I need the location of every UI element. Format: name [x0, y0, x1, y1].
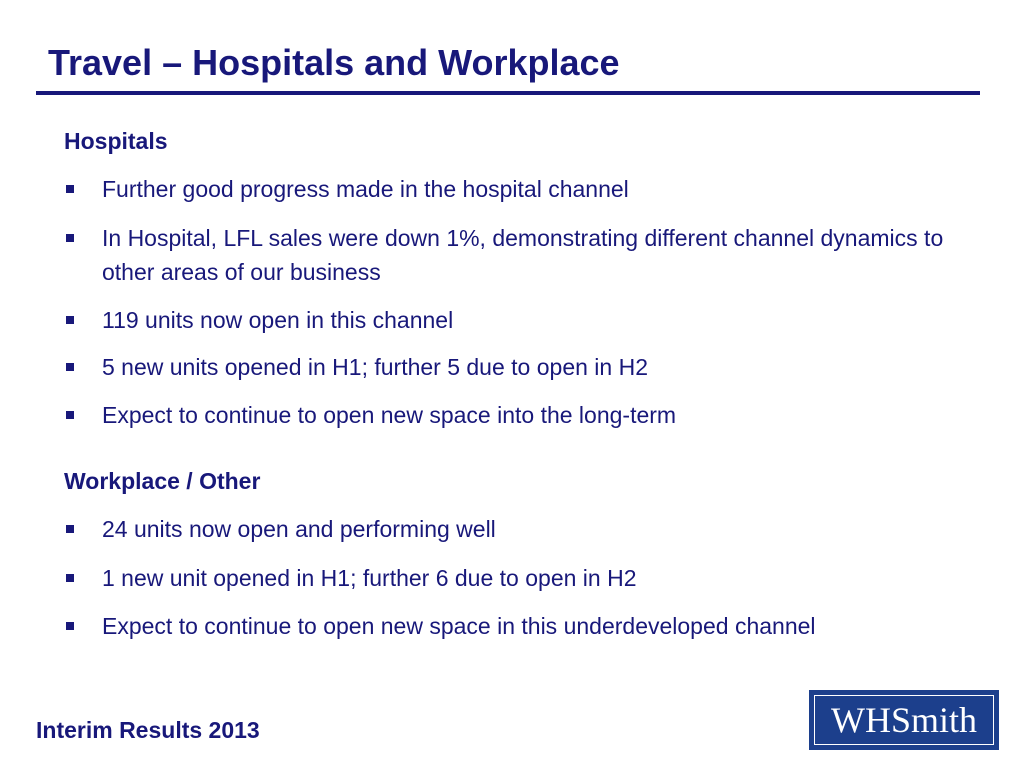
- bullet-item: [64, 172, 994, 206]
- bullet-square-icon: [66, 234, 74, 242]
- bullet-text: Expect to continue to open new space in this underdeveloped channel: [102, 613, 816, 639]
- slide-title: Travel – Hospitals and Workplace: [48, 42, 620, 83]
- bullet-item: [64, 350, 994, 384]
- bullet-text: 119 units now open in this channel: [102, 307, 454, 333]
- bullet-item: [64, 221, 994, 289]
- bullet-item: [64, 609, 994, 643]
- bullet-text: 5 new units opened in H1; further 5 due to open in H2: [102, 354, 648, 380]
- bullet-item: [64, 512, 994, 546]
- bullet-item: [64, 561, 994, 595]
- bullet-text: In Hospital, LFL sales were down 1%, demonstrating different channel dynamics to other areas of our business: [102, 225, 944, 285]
- bullet-text: 24 units now open and performing well: [102, 516, 496, 542]
- workplace-heading: Workplace / Other: [64, 468, 261, 494]
- bullet-square-icon: [66, 525, 74, 533]
- bullet-item: [64, 398, 994, 432]
- bullet-item: [64, 303, 994, 337]
- bullet-square-icon: [66, 316, 74, 324]
- bullet-square-icon: [66, 185, 74, 193]
- bullet-text: 1 new unit opened in H1; further 6 due to open in H2: [102, 565, 637, 591]
- bullet-square-icon: [66, 622, 74, 630]
- bullet-text: Further good progress made in the hospital channel: [102, 176, 629, 202]
- footer-label: Interim Results 2013: [36, 717, 260, 743]
- hospitals-heading: Hospitals: [64, 128, 168, 154]
- bullet-square-icon: [66, 363, 74, 371]
- bullet-square-icon: [66, 574, 74, 582]
- logo-text: WHSmith: [830, 700, 977, 740]
- bullet-text: Expect to continue to open new space into the long-term: [102, 402, 677, 428]
- whsmith-logo: [809, 690, 999, 750]
- bullet-square-icon: [66, 411, 74, 419]
- title-divider: [36, 91, 980, 95]
